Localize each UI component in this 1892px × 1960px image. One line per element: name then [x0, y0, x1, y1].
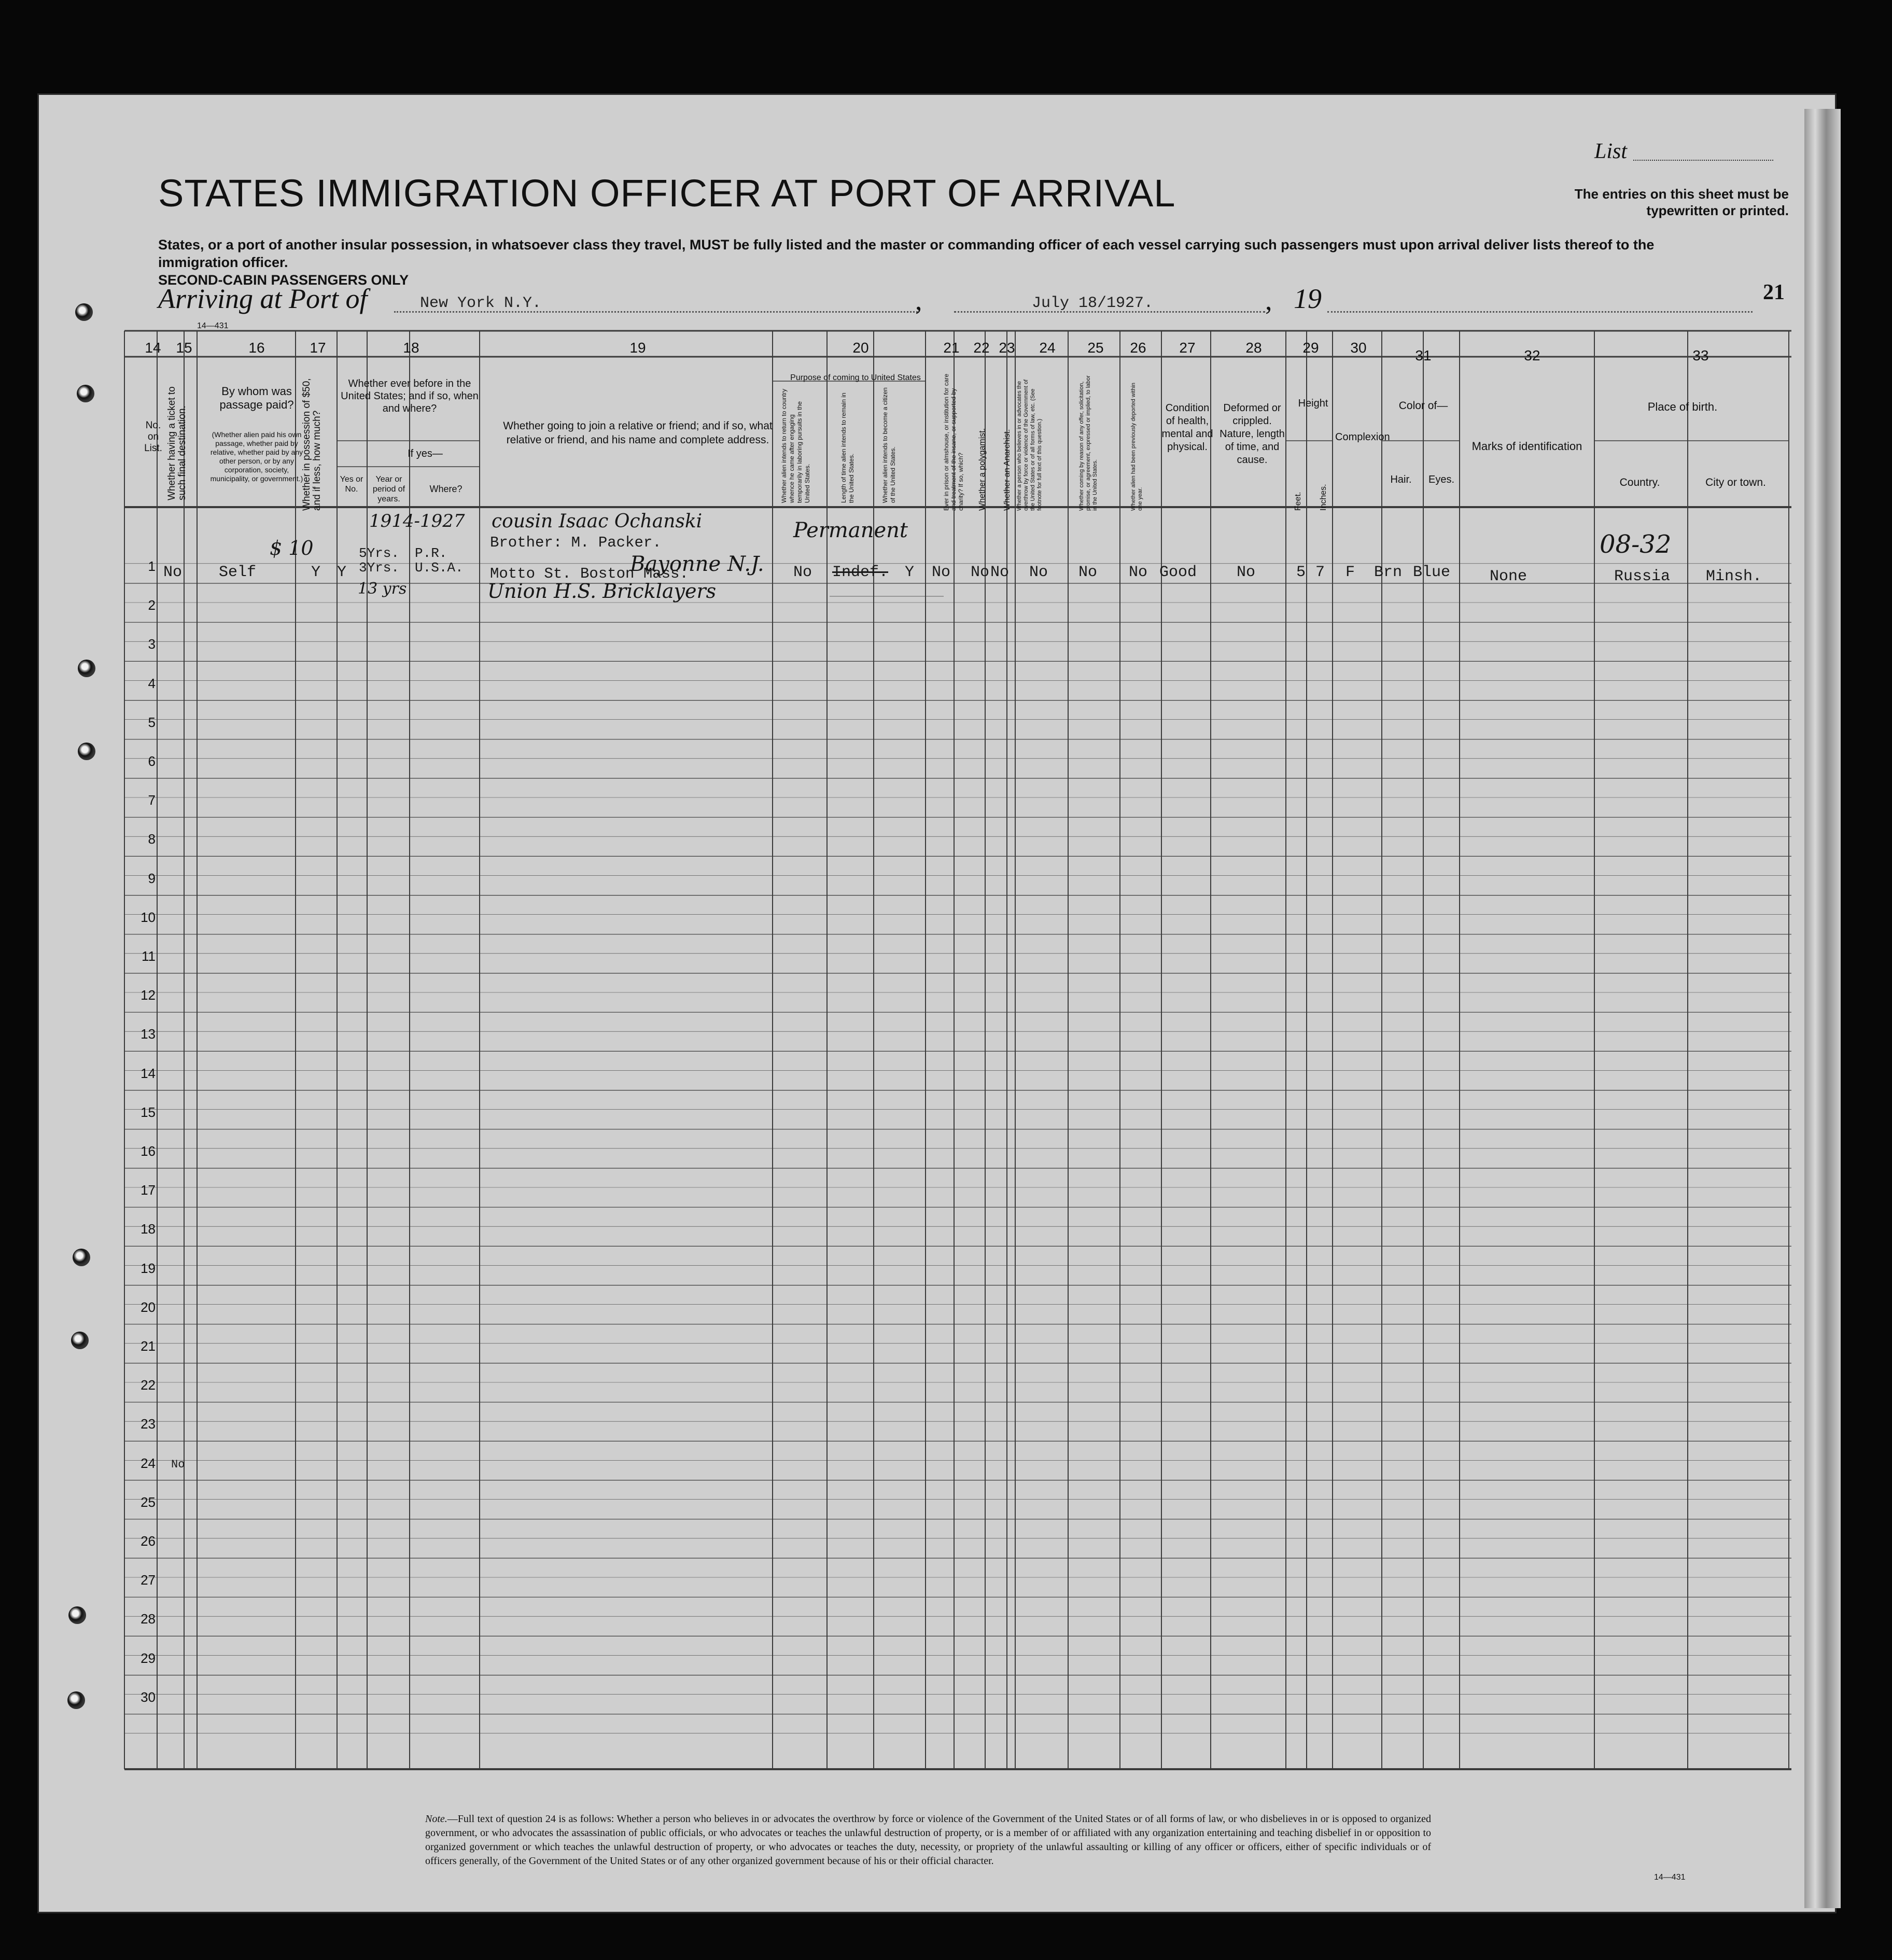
- entry-polygamist: No: [971, 564, 990, 581]
- header-hair: Hair.: [1390, 474, 1412, 485]
- entry-before-hand-top: 1914-1927: [369, 511, 465, 531]
- col-number: 19: [629, 340, 646, 356]
- date-value: July 18/1927.: [1032, 295, 1154, 312]
- entry-country: Russia: [1614, 568, 1671, 585]
- intro-line-2: SECOND-CABIN PASSENGERS ONLY: [158, 272, 409, 288]
- entry-anarchist: No: [990, 564, 1010, 581]
- entry-deported: No: [1129, 564, 1148, 581]
- col-number: 23: [999, 340, 1015, 356]
- col-number: 27: [1179, 340, 1196, 356]
- entry-join-typed-1: Brother: M. Packer.: [490, 534, 662, 551]
- header-before-year: Year or period of years.: [372, 475, 405, 503]
- header-complexion: Complexion: [1335, 431, 1390, 443]
- header-prison: Ever in prison or almshouse, or institution for care and treatment of the insane, or supported by charity? If so, which?: [943, 373, 964, 511]
- entry-deformed: No: [1237, 564, 1256, 581]
- col-number: 20: [852, 340, 869, 356]
- header-overthrow: Whether a person who believes in or advocates the overthrow by force or violence of the Government of the United States or of all forms of law, etc. (See footnote for full text of this question.): [1016, 379, 1043, 511]
- entry-overthrow: No: [1029, 564, 1048, 581]
- entry-hair: Brn: [1374, 564, 1403, 581]
- sheet-number: 21: [1763, 281, 1785, 304]
- header-offer: Whether coming by reason of any offer, solicitation, promise, or agreement, expressed or implied, to labor in the United States.: [1078, 375, 1098, 511]
- row-number: 17: [141, 1182, 156, 1198]
- col-number: 21: [943, 340, 960, 356]
- col-number: 16: [248, 340, 265, 356]
- entry-ticket: No: [163, 564, 183, 581]
- row-number: 19: [141, 1260, 156, 1276]
- row-number: 16: [141, 1143, 156, 1159]
- row-number: 14: [141, 1065, 156, 1081]
- row-number: 6: [148, 753, 156, 769]
- footnote-text: —Full text of question 24 is as follows: Whether a person who believes in or advocates the overthrow by force or violence of the Government of the United States or of all forms of law, or who disbelieves in or is opposed to organized government, or who advocates the assassination of public officials, or who advocates or teaches the unlawful destruction of property, or is a member of or affiliated with any organization entertaining and teaching disbelief in or opposition to organized government or which teaches the unlawful destruction of property, or who advocates or teaches the duty, necessity, or propriety of the unlawful assaulting or killing of any officer or officers, either of specific individuals or of officers generally, of the Government of the United States or of any other organized government because of his or their official character.: [425, 1813, 1431, 1867]
- entry-join-hand-2: Union H.S. Bricklayers: [487, 580, 717, 603]
- row-number: 9: [148, 870, 156, 886]
- row-number: 22: [141, 1377, 156, 1393]
- header-ticket: Whether having a ticket to such final destination.: [166, 386, 188, 500]
- entry-city: Minsh.: [1706, 568, 1762, 585]
- row-number: 10: [141, 909, 156, 925]
- entry-before-hand-bottom: 13 yrs: [358, 580, 407, 598]
- header-country: Country.: [1619, 477, 1660, 488]
- entry-row24-mark: No: [171, 1458, 185, 1471]
- row-number: 1: [148, 558, 156, 574]
- entries-note: The entries on this sheet must be typewritten or printed.: [1574, 186, 1789, 218]
- entry-money-hand: $ 10: [270, 537, 314, 559]
- entry-feet: 5: [1296, 564, 1306, 581]
- row-number: 26: [141, 1533, 156, 1549]
- entry-before-years-2: 3Yrs.: [359, 560, 400, 576]
- entry-health: Good: [1159, 564, 1197, 581]
- col-number: 15: [176, 340, 192, 356]
- form-code-top: 14—431: [197, 321, 229, 330]
- row-number: 18: [141, 1221, 156, 1237]
- header-purpose-title: Purpose of coming to United States: [790, 373, 921, 382]
- row-number: 11: [142, 948, 156, 964]
- row-number: 3: [148, 636, 156, 652]
- entry-offer: No: [1078, 564, 1098, 581]
- row-number: 21: [141, 1338, 156, 1354]
- port-value: New York N.Y.: [420, 295, 542, 312]
- entry-return: No: [793, 564, 812, 581]
- col-number: 32: [1524, 347, 1540, 363]
- entry-complexion: F: [1346, 564, 1355, 581]
- entry-money: Y: [311, 564, 321, 581]
- row-number: 7: [148, 792, 156, 808]
- row-number: 5: [148, 714, 156, 730]
- header-purpose-length: Length of time alien intends to remain in the United States.: [840, 393, 855, 503]
- header-before-where: Where?: [429, 484, 463, 494]
- intro-line-1: States, or a port of another insular possession, in whatsoever class they travel, MUST be fully listed and the master or commanding officer of each vessel carrying such passengers must upon arrival deliver lists thereof to the immigration officer.: [158, 237, 1655, 270]
- row-number: 4: [148, 675, 156, 691]
- header-before-title: Whether ever before in the United States; and if so, when and where?: [341, 378, 479, 414]
- header-polygamist: Whether a polygamist.: [978, 428, 987, 511]
- row-number: 25: [141, 1494, 156, 1510]
- header-deported: Whether alien had been previously deported within one year.: [1130, 382, 1143, 511]
- header-before-ifyes: If yes—: [408, 448, 443, 459]
- entry-birth-hand: 08-32: [1600, 530, 1672, 559]
- header-list-number: No. on List.: [144, 420, 162, 454]
- col-number: 24: [1039, 340, 1056, 356]
- col-number: 33: [1692, 347, 1709, 363]
- header-before-yesno: Yes or No.: [340, 475, 363, 494]
- header-purpose-return: Whether alien intends to return to country whence he came after engaging temporarily in laboring pursuits in the United States.: [780, 388, 811, 503]
- header-deformed: Deformed or crippled. Nature, length of time, and cause.: [1220, 402, 1285, 466]
- row-number: 27: [141, 1572, 156, 1588]
- col-number: 14: [145, 340, 161, 356]
- row-number: 30: [141, 1689, 156, 1705]
- entry-inches: 7: [1315, 564, 1325, 581]
- header-feet: Feet.: [1294, 492, 1302, 511]
- entry-before-where-1: P.R.: [415, 545, 447, 561]
- comma: ,: [1265, 285, 1272, 316]
- row-number: 24: [141, 1455, 156, 1471]
- header-marks: Marks of identification: [1471, 440, 1582, 453]
- header-purpose-citizen: Whether alien intends to become a citizen of the United States.: [881, 387, 896, 503]
- entry-marks: None: [1490, 568, 1527, 585]
- header-passage-sub: (Whether alien paid his own passage, whether paid by relative, whether paid by any other person, or by any corporation, society, municipality, or government.): [210, 430, 303, 483]
- header-health: Condition of health, mental and physical.: [1161, 402, 1213, 453]
- page-title: STATES IMMIGRATION OFFICER AT PORT OF ARRIVAL: [158, 172, 1176, 215]
- entry-before-where-2: U.S.A.: [415, 560, 464, 576]
- col-number: 28: [1245, 340, 1262, 356]
- header-eyes: Eyes.: [1428, 474, 1455, 485]
- entry-before-years-1: 5Yrs.: [359, 545, 400, 561]
- row-number: 28: [141, 1611, 156, 1627]
- entry-join-typed-2: Motto St. Boston Mass.: [490, 565, 689, 582]
- header-money: Whether in possession of $50, and if less, how much?: [301, 378, 323, 511]
- header-city: City or town.: [1705, 477, 1766, 488]
- entry-before-yesno: Y: [337, 564, 347, 581]
- col-number: 31: [1415, 347, 1432, 363]
- entry-citizen: Y: [905, 564, 915, 581]
- row-number: 23: [141, 1416, 156, 1432]
- header-passage-title: By whom was passage paid?: [219, 385, 294, 411]
- col-number: 26: [1130, 340, 1146, 356]
- entry-return-hand: Permanent: [793, 519, 908, 542]
- arriving-label: Arriving at Port of: [158, 283, 368, 314]
- row-number: 13: [141, 1026, 156, 1042]
- col-number: 25: [1087, 340, 1104, 356]
- row-number: 12: [141, 987, 156, 1003]
- row-number: 20: [141, 1299, 156, 1315]
- year-prefix: 19: [1294, 283, 1322, 314]
- header-anarchist: Whether an Anarchist.: [1003, 429, 1012, 511]
- col-number: 29: [1302, 340, 1319, 356]
- header-birth: Place of birth.: [1647, 400, 1718, 413]
- row-number: 8: [148, 831, 156, 847]
- header-height: Height: [1298, 398, 1328, 409]
- entry-passage: Self: [219, 564, 257, 581]
- entry-prison: No: [932, 564, 951, 581]
- comma: ,: [915, 285, 922, 316]
- entry-join-hand-1: Bayonne N.J.: [630, 552, 764, 576]
- col-number: 22: [973, 340, 990, 356]
- row-number: 2: [148, 597, 156, 613]
- form-code-bottom: 14—431: [1654, 1873, 1686, 1882]
- footnote-label: Note.: [425, 1813, 447, 1825]
- entry-join-hand-0: cousin Isaac Ochanski: [492, 511, 703, 532]
- col-number: 30: [1350, 340, 1367, 356]
- header-inches: Inches.: [1319, 484, 1328, 511]
- col-number: 18: [403, 340, 419, 356]
- row-number: 15: [141, 1104, 156, 1120]
- entry-length: Indef.: [832, 564, 889, 581]
- row-number: 29: [141, 1650, 156, 1666]
- list-label: List: [1594, 139, 1628, 163]
- header-join: Whether going to join a relative or friend; and if so, what relative or friend, and his name and complete address.: [503, 420, 773, 446]
- footnote: [425, 1812, 1431, 1868]
- col-number: 17: [310, 340, 326, 356]
- header-color: Color of—: [1398, 400, 1448, 412]
- entry-eyes: Blue: [1413, 564, 1451, 581]
